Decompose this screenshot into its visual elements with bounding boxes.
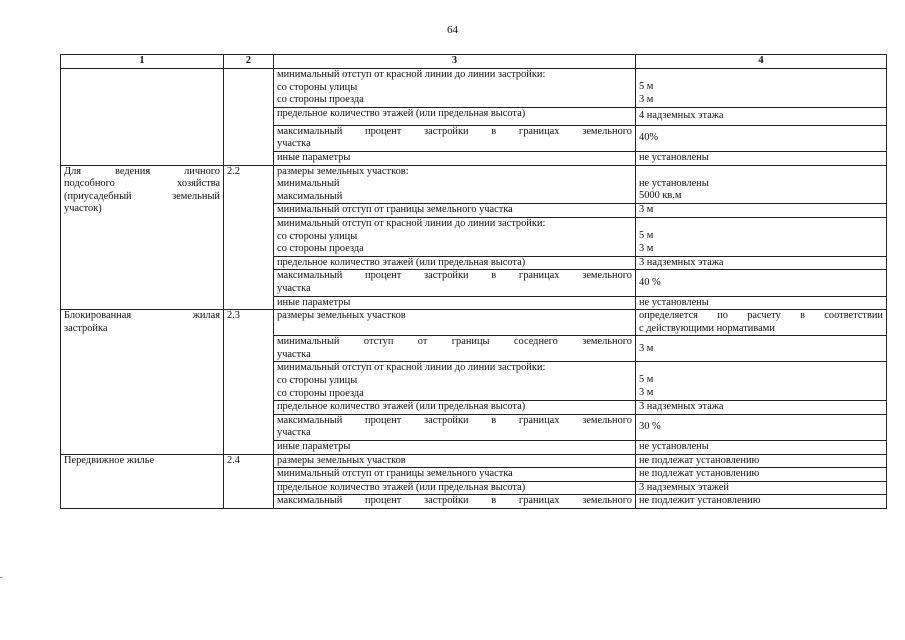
value-cell <box>636 69 887 108</box>
value-cell <box>636 310 887 336</box>
column-header-1: 1 <box>61 55 224 69</box>
parameter-label: минимальный отступ от красной линии до линии застройки: <box>277 217 546 229</box>
value-cell <box>636 165 887 204</box>
value-cell: 3 надземных этажей <box>636 481 887 495</box>
parameter-cell: минимальный отступ от границы земельного участка <box>274 204 636 218</box>
parameter-label: размеры земельных участков: <box>277 165 409 177</box>
value-text: 5 м <box>639 81 654 92</box>
parameter-label: со стороны улицы <box>277 375 358 387</box>
parameter-label: со стороны улицы <box>277 230 358 242</box>
value-cell: 30 % <box>636 414 887 440</box>
continued-use-name-cell <box>61 69 224 166</box>
value-text: 3 м <box>639 93 654 105</box>
parameter-cell <box>274 165 636 204</box>
value-cell: не подлежат установлению <box>636 468 887 482</box>
column-header-2: 2 <box>224 55 274 69</box>
land-use-name-line: Для ведения личного <box>64 165 220 177</box>
value-cell: не подлежат установлению <box>636 454 887 468</box>
value-cell: не установлены <box>636 151 887 165</box>
value-text: с действующими нормативами <box>639 322 775 334</box>
parameter-label: со стороны улицы <box>277 81 358 93</box>
parameter-label: со стороны проезда <box>277 243 364 255</box>
parameter-cell: максимальный процент застройки в границах земельного <box>274 495 636 509</box>
land-use-name-cell <box>61 165 224 310</box>
parameter-cell: предельное количество этажей (или предельная высота) <box>274 401 636 415</box>
parameter-label: участка <box>277 282 311 294</box>
column-header-3: 3 <box>274 55 636 69</box>
value-text: 5 м <box>639 374 654 386</box>
land-use-code-cell: 2.4 <box>224 454 274 508</box>
land-use-name-cell: Передвижное жилье <box>61 454 224 508</box>
parameter-label: участка <box>277 427 311 439</box>
parameter-label: максимальный процент застройки в границах земельного <box>277 125 632 137</box>
value-text: определяется по расчету в соответствии <box>639 310 883 322</box>
parameter-label: максимальный процент застройки в границах земельного <box>277 270 632 282</box>
value-cell: не установлены <box>636 296 887 310</box>
parameter-cell <box>274 336 636 362</box>
parameter-cell: предельное количество этажей (или предельная высота) <box>274 481 636 495</box>
scan-margin-mark <box>0 577 3 578</box>
value-cell: 40 % <box>636 270 887 296</box>
land-use-name-cell <box>61 310 224 455</box>
table-row <box>61 310 887 336</box>
land-use-name-line: участок) <box>64 203 102 215</box>
parameter-cell: иные параметры <box>274 441 636 455</box>
value-cell: 40% <box>636 125 887 151</box>
parameter-label: участка <box>277 348 311 360</box>
parameter-label: со стороны проезда <box>277 94 364 106</box>
table-header-row <box>61 55 887 69</box>
value-cell: 3 м <box>636 336 887 362</box>
value-cell: не подлежит установлению <box>636 495 887 509</box>
land-use-name-line: (приусадебный земельный <box>64 190 220 202</box>
parameter-label: со стороны проезда <box>277 387 364 399</box>
parameter-cell: предельное количество этажей (или предельная высота) <box>274 256 636 270</box>
value-cell <box>636 362 887 401</box>
parameter-label: минимальный отступ от красной линии до линии застройки: <box>277 69 546 80</box>
parameter-cell: размеры земельных участков <box>274 454 636 468</box>
value-cell: не установлены <box>636 441 887 455</box>
parameter-cell <box>274 362 636 401</box>
page-number: 64 <box>447 24 458 36</box>
value-text: 3 м <box>639 387 654 399</box>
table-row <box>61 69 887 108</box>
land-use-name-line: Блокированная жилая <box>64 310 220 322</box>
parameter-cell <box>274 270 636 296</box>
value-cell: 3 м <box>636 204 887 218</box>
value-cell <box>636 217 887 256</box>
value-cell: 3 надземных этажа <box>636 256 887 270</box>
parameter-label: максимальный процент застройки в границах земельного <box>277 414 632 426</box>
value-text: 5 м <box>639 229 654 241</box>
parameter-cell: предельное количество этажей (или предельная высота) <box>274 107 636 125</box>
table-row <box>61 454 887 468</box>
parameter-cell: иные параметры <box>274 151 636 165</box>
parameter-cell: иные параметры <box>274 296 636 310</box>
parameter-label: максимальный <box>277 190 343 202</box>
column-header-4: 4 <box>636 55 887 69</box>
value-text: 5000 кв.м <box>639 190 682 202</box>
continued-code-cell <box>224 69 274 166</box>
parameter-label: минимальный отступ от красной линии до линии застройки: <box>277 362 546 374</box>
land-use-name-line: застройка <box>64 322 108 334</box>
land-use-code-cell: 2.2 <box>224 165 274 310</box>
land-use-code-cell: 2.3 <box>224 310 274 455</box>
parameter-cell <box>274 217 636 256</box>
parameter-label: минимальный <box>277 178 340 190</box>
parameter-label: участка <box>277 138 311 150</box>
value-text: не установлены <box>639 177 709 189</box>
table-row <box>61 165 887 204</box>
parameter-label: минимальный отступ от границы соседнего земельного <box>277 336 632 348</box>
parameter-cell: минимальный отступ от границы земельного участка <box>274 468 636 482</box>
value-cell: 3 надземных этажа <box>636 401 887 415</box>
value-cell: 4 надземных этажа <box>636 107 887 125</box>
parameter-cell: размеры земельных участков <box>274 310 636 336</box>
parameter-cell <box>274 414 636 440</box>
parameter-cell <box>274 125 636 151</box>
land-use-parameters-table <box>60 54 887 509</box>
parameter-cell <box>274 69 636 108</box>
land-use-name-line: подсобного хозяйства <box>64 178 220 190</box>
value-text: 3 м <box>639 242 654 254</box>
